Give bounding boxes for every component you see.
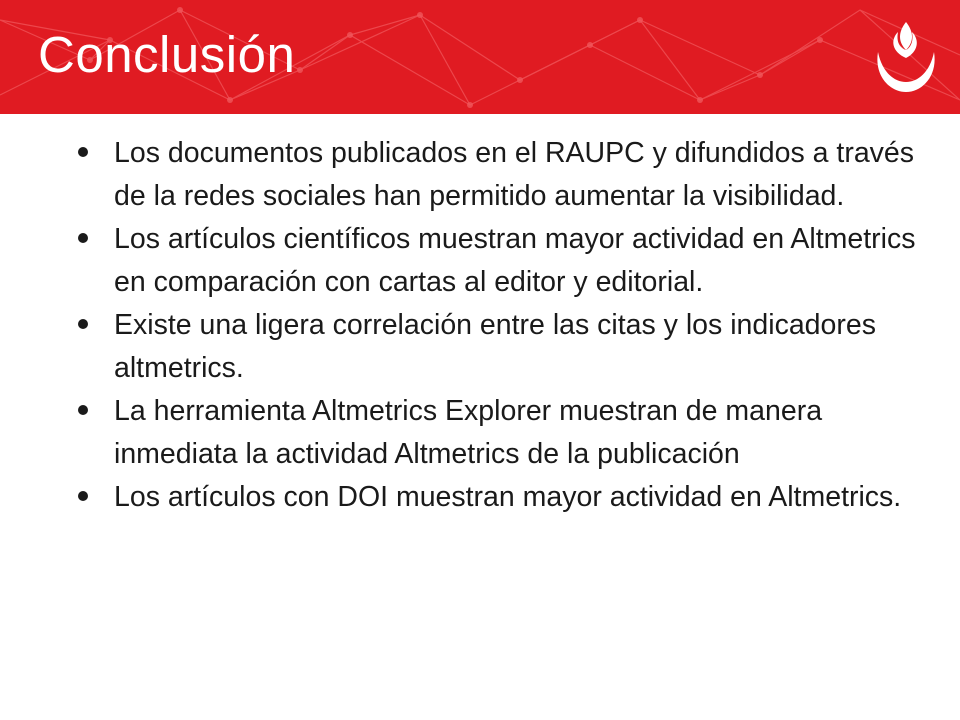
bullet-dot-icon [78,233,88,243]
bullet-dot-icon [78,491,88,501]
bullet-item [76,218,916,304]
slide-title: Conclusión [38,26,296,83]
bullet-dot-icon [78,319,88,329]
bullet-item [76,476,916,519]
bullet-text: La herramienta Altmetrics Explorer muestran de manera inmediata la actividad Altmetrics de la publicación [114,395,823,470]
bullet-text: Los documentos publicados en el RAUPC y difundidos a través de la redes sociales han permitido aumentar la visibilidad. [114,137,915,212]
bullet-dot-icon [78,405,88,415]
bullet-text: Los artículos científicos muestran mayor actividad en Altmetrics en comparación con cartas al editor y editorial. [114,223,916,298]
slide-header [0,0,960,114]
bullet-dot-icon [78,147,88,157]
bullet-item [76,390,916,476]
bullet-text: Los artículos con DOI muestran mayor actividad en Altmetrics. [114,481,902,513]
bullet-text: Existe una ligera correlación entre las citas y los indicadores altmetrics. [114,309,876,384]
conclusion-bullet-list [76,132,916,519]
upc-flame-logo-icon [868,18,944,96]
bullet-item [76,132,916,218]
bullet-item [76,304,916,390]
